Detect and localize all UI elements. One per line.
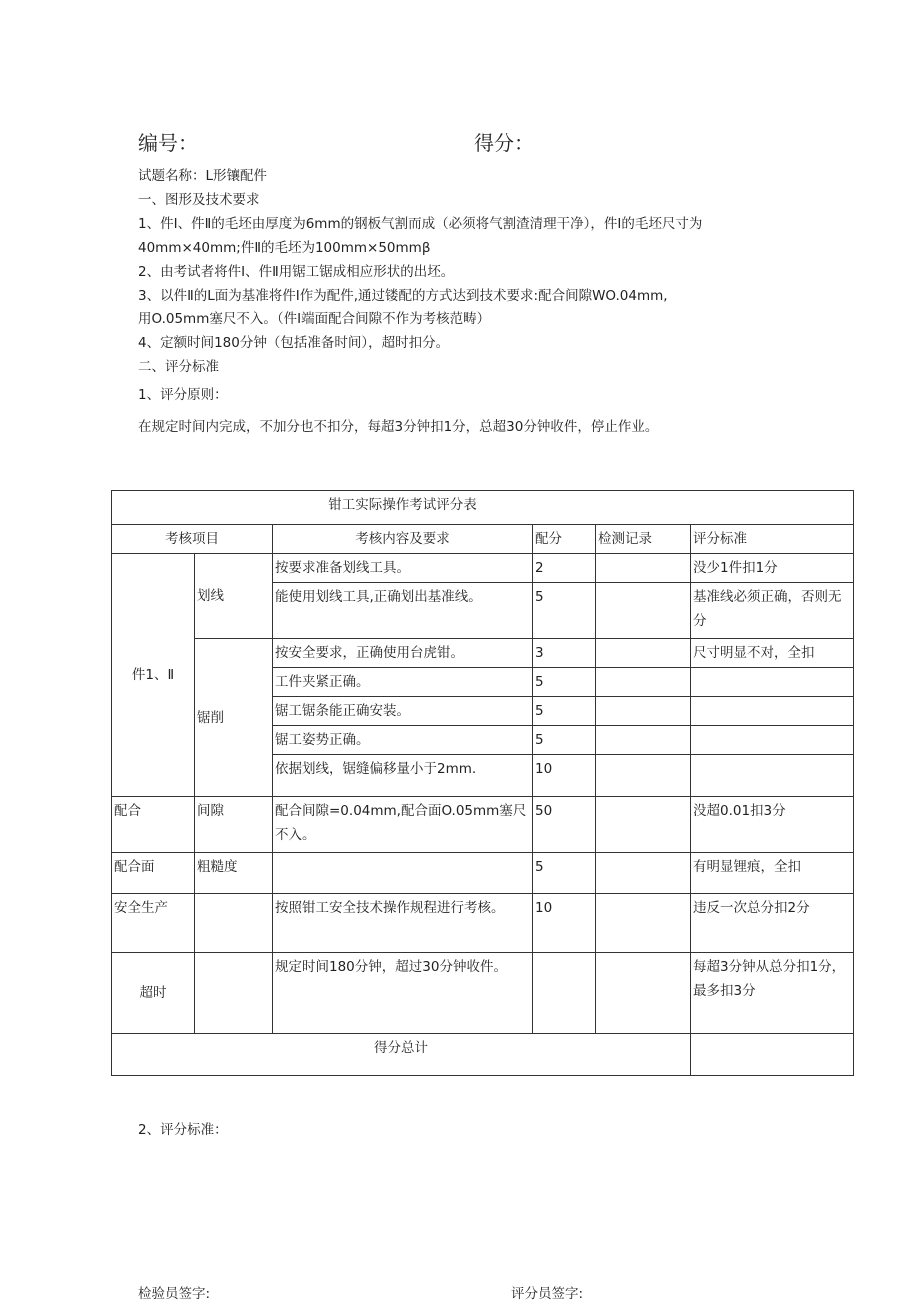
content-cell: 锯工姿势正确。 (273, 726, 533, 755)
exam-title: 试题名称：L形镶配件 (138, 168, 268, 184)
points-cell: 5 (533, 583, 596, 639)
standard-cell: 没超0.01扣3分 (691, 797, 854, 853)
requirement-1-line-1: 1、件Ⅰ、件Ⅱ的毛坯由厚度为6mm的钢板气割而成（必须将气割渣清理干净），件Ⅰ的毛坯尺寸为 (138, 216, 703, 232)
header-content: 考核内容及要求 (273, 525, 533, 554)
group-label: 划线 (195, 554, 273, 639)
points-cell: 10 (533, 755, 596, 797)
content-cell: 规定时间180分钟，超过30分钟收件。 (273, 953, 533, 1034)
group-label (195, 953, 273, 1034)
points-cell: 5 (533, 726, 596, 755)
item-label: 安全生产 (112, 894, 195, 953)
principle-label: 1、评分原则： (138, 387, 228, 403)
content-cell: 按安全要求，正确使用台虎钳。 (273, 639, 533, 668)
group-label (195, 894, 273, 953)
item-label: 超时 (112, 953, 195, 1034)
group-label: 粗糙度 (195, 853, 273, 894)
header-points: 配分 (533, 525, 596, 554)
points-cell: 50 (533, 797, 596, 853)
standard-cell: 违反一次总分扣2分 (691, 894, 854, 953)
content-cell: 按照钳工安全技术操作规程进行考核。 (273, 894, 533, 953)
content-cell: 配合间隙=0.04mm,配合面O.05mm塞尺不入。 (273, 797, 533, 853)
standard-cell: 没少1件扣1分 (691, 554, 854, 583)
item-label: 配合面 (112, 853, 195, 894)
standard-cell: 有明显锂痕，全扣 (691, 853, 854, 894)
points-cell: 5 (533, 697, 596, 726)
record-cell (596, 639, 691, 668)
record-cell (596, 853, 691, 894)
score-label: 得分： (474, 131, 534, 155)
number-label: 编号： (138, 131, 198, 155)
points-cell: 10 (533, 894, 596, 953)
section-2-heading: 二、评分标准 (138, 359, 219, 375)
points-cell: 3 (533, 639, 596, 668)
standard-cell (691, 668, 854, 697)
part-label: 件1、Ⅱ (112, 554, 195, 797)
record-cell (596, 726, 691, 755)
requirement-1-line-2: 40mm×40mm;件Ⅱ的毛坯为100mm×50mmβ (138, 240, 431, 256)
header-record: 检测记录 (596, 525, 691, 554)
requirement-2: 2、由考试者将件Ⅰ、件Ⅱ用锯工锯成相应形状的出坯。 (138, 264, 455, 280)
scoring-standard-label: 2、评分标准： (138, 1122, 228, 1138)
requirement-3-line-2: 用O.05mm塞尺不入。（件Ⅰ端面配合间隙不作为考核范畴） (138, 311, 491, 327)
score-table (111, 490, 854, 1076)
standard-cell (691, 697, 854, 726)
record-cell (596, 755, 691, 797)
header-item: 考核项目 (112, 525, 273, 554)
record-cell (596, 697, 691, 726)
standard-cell: 基准线必须正确，否则无分 (691, 583, 854, 639)
record-cell (596, 797, 691, 853)
table-row (112, 797, 854, 853)
standard-cell (691, 726, 854, 755)
table-title: 钳工实际操作考试评分表 (112, 491, 854, 525)
requirement-3-line-1: 3、以件Ⅱ的L面为基准将件Ⅰ作为配件,通过镂配的方式达到技术要求:配合间隙WO.04mm, (138, 288, 668, 304)
content-cell: 依据划线，锯缝偏移量小于2mm. (273, 755, 533, 797)
points-cell (533, 953, 596, 1034)
table-row (112, 953, 854, 1034)
total-label: 得分总计 (112, 1034, 691, 1076)
header-standard: 评分标准 (691, 525, 854, 554)
content-cell (273, 853, 533, 894)
total-value-cell (691, 1034, 854, 1076)
points-cell: 5 (533, 853, 596, 894)
record-cell (596, 554, 691, 583)
total-row (112, 1034, 854, 1076)
standard-cell: 每超3分钟从总分扣1分，最多扣3分 (691, 953, 854, 1034)
record-cell (596, 953, 691, 1034)
principle-text: 在规定时间内完成，不加分也不扣分，每超3分钟扣1分，总超30分钟收件，停止作业。 (138, 419, 659, 435)
record-cell (596, 668, 691, 697)
table-header-row (112, 525, 854, 554)
standard-cell (691, 755, 854, 797)
section-1-heading: 一、图形及技术要求 (138, 192, 260, 208)
table-row (112, 853, 854, 894)
content-cell: 能使用划线工具,正确划出基准线。 (273, 583, 533, 639)
requirement-4: 4、定额时间180分钟（包括准备时间），超时扣分。 (138, 335, 450, 351)
record-cell (596, 583, 691, 639)
content-cell: 按要求准备划线工具。 (273, 554, 533, 583)
points-cell: 5 (533, 668, 596, 697)
content-cell: 锯工锯条能正确安装。 (273, 697, 533, 726)
scorer-signature: 评分员签字: (511, 1286, 584, 1302)
item-label: 配合 (112, 797, 195, 853)
table-row (112, 894, 854, 953)
table-row (112, 554, 854, 583)
record-cell (596, 894, 691, 953)
group-label: 间隙 (195, 797, 273, 853)
inspector-signature: 检验员签字: (138, 1286, 211, 1302)
standard-cell: 尺寸明显不对，全扣 (691, 639, 854, 668)
content-cell: 工件夹紧正确。 (273, 668, 533, 697)
table-row (112, 639, 854, 668)
points-cell: 2 (533, 554, 596, 583)
group-label: 锯削 (195, 639, 273, 797)
